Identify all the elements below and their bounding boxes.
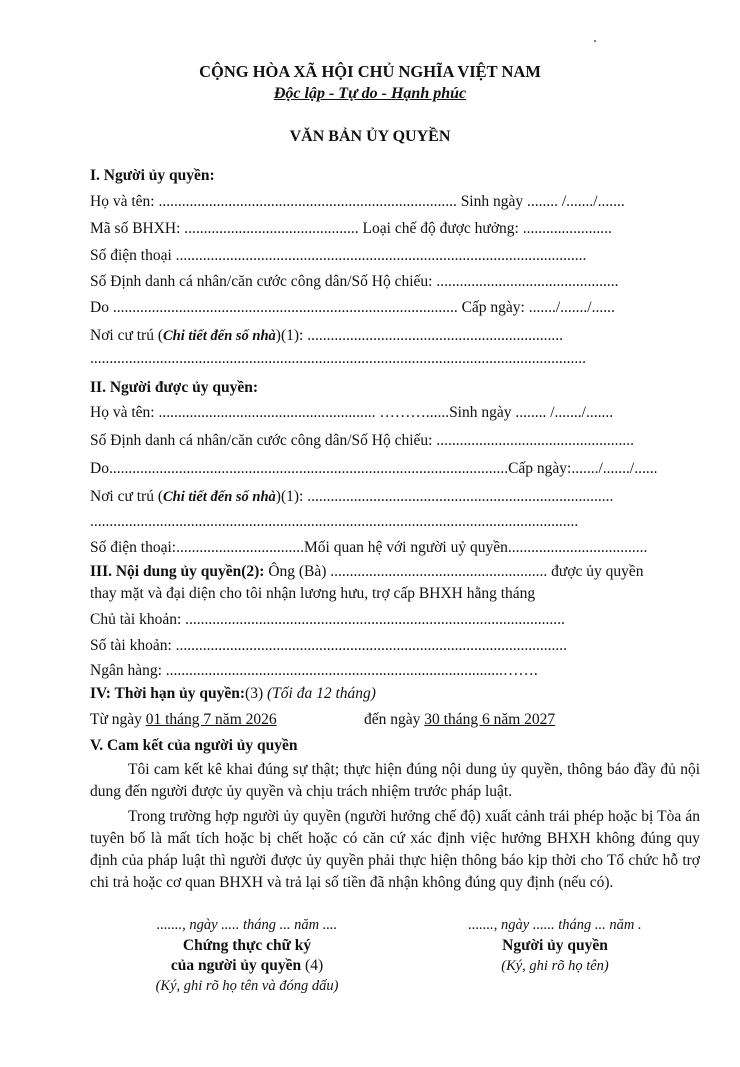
grantee-residence-line-2: .............................................................................................................................. [90,513,579,530]
left-signature-note: (Ký, ghi rõ họ tên và đóng dấu) [155,978,339,994]
section-2-heading: II. Người được ủy quyền: [90,379,258,396]
right-signature-date: ......., ngày ...... tháng ... năm . [468,917,642,933]
section-1-heading: I. Người ủy quyền: [90,167,215,184]
grantor-issued-line: Do ......................................................................................... Cấp ngày: ......./......./...... [90,299,615,316]
bank-line: Ngân hàng: .......................................................................................……. [90,662,538,679]
term-to-value: 30 tháng 6 năm 2027 [424,711,556,728]
term-to: đến ngày 30 tháng 6 năm 2027 [364,711,556,728]
account-number-line: Số tài khoản: ..................................................................................................... [90,637,568,654]
grantee-issued-line: Do.......................................................................................................Cấp ngày:......./......./...... [90,460,658,477]
commitment-paragraph-1: Tôi cam kết kê khai đúng sự thật; thực hiện đúng nội dung ủy quyền, thông báo đầy đủ nội dung đến người được ủy quyền và chịu trách nhiệm trước pháp luật. [90,761,700,800]
section-3-line-2: thay mặt và đại diện cho tôi nhận lương hưu, trợ cấp BHXH hằng tháng [90,585,536,602]
grantee-residence-line: Nơi cư trú (Chi tiết đến số nhà)(1): ............................................................................... [90,488,614,505]
grantee-id-line: Số Định danh cá nhân/căn cước công dân/Số Hộ chiếu: ................................................... [90,432,634,449]
left-signature-title: Chứng thực chữ ký [182,937,312,954]
grantor-phone-line: Số điện thoại .......................................................................................................... [90,247,587,264]
left-signature-date: ......., ngày ..... tháng ... năm .... [156,917,338,933]
section-4-heading: IV: Thời hạn ủy quyền: [90,685,246,702]
commitment-paragraph-2: Trong trường hợp người ủy quyền (người hưởng chế độ) xuất cảnh trái phép hoặc bị Tòa án tuyên bố là mất tích hoặc bị chết hoặc có căn cứ xác định việc hưởng BHXH không đúng quy định của pháp luật thì người được ủy quyền phải thực hiện thông báo kịp thời cho Tổ chức hỗ trợ chi trả hoặc cơ quan BHXH và trả lại số tiền đã nhận không đúng quy định (nếu có). [90,808,700,891]
grantor-id-line: Số Định danh cá nhân/căn cước công dân/Số Hộ chiếu: ............................................... [90,273,619,290]
grantee-phone-line: Số điện thoại:.................................Mối quan hệ với người uỷ quyền.................................... [90,539,648,556]
term-from: Từ ngày 01 tháng 7 năm 2026 [90,711,277,728]
right-signature-title: Người ủy quyền [502,937,608,954]
grantee-name-line: Họ và tên: ........................................................ ………......Sinh ngày ........ /......./....... [90,404,614,421]
nation-heading: CỘNG HÒA XÃ HỘI CHỦ NGHĨA VIỆT NAM [199,62,541,81]
grantor-bhxh-line: Mã số BHXH: ............................................. Loại chế độ được hưởng: ....................... [90,220,612,237]
section-4-line: IV: Thời hạn ủy quyền:(3) (Tối đa 12 tháng) [90,685,376,702]
left-signature-subtitle: của người ủy quyền (4) [170,957,324,974]
scan-speck [594,40,596,42]
grantor-residence-line-2: ................................................................................................................................ [90,350,586,367]
motto: Độc lập - Tự do - Hạnh phúc [273,85,467,102]
grantor-residence-line: Nơi cư trú (Chi tiết đến số nhà)(1): .................................................................. [90,327,563,344]
section-3-line-1: III. Nội dung ủy quyền(2): Ông (Bà) ........................................................ được ủy quyền [90,563,644,580]
section-5-heading: V. Cam kết của người ủy quyền [90,737,298,754]
account-holder-line: Chủ tài khoản: .................................................................................................. [90,611,565,628]
document-title: VĂN BẢN ỦY QUYỀN [289,128,451,145]
grantor-name-line: Họ và tên: ............................................................................. Sinh ngày ........ /......./....... [90,193,625,210]
term-from-value: 01 tháng 7 năm 2026 [145,711,277,728]
section-3-heading: III. Nội dung ủy quyền(2): [90,563,265,580]
right-signature-note: (Ký, ghi rõ họ tên) [501,958,609,974]
